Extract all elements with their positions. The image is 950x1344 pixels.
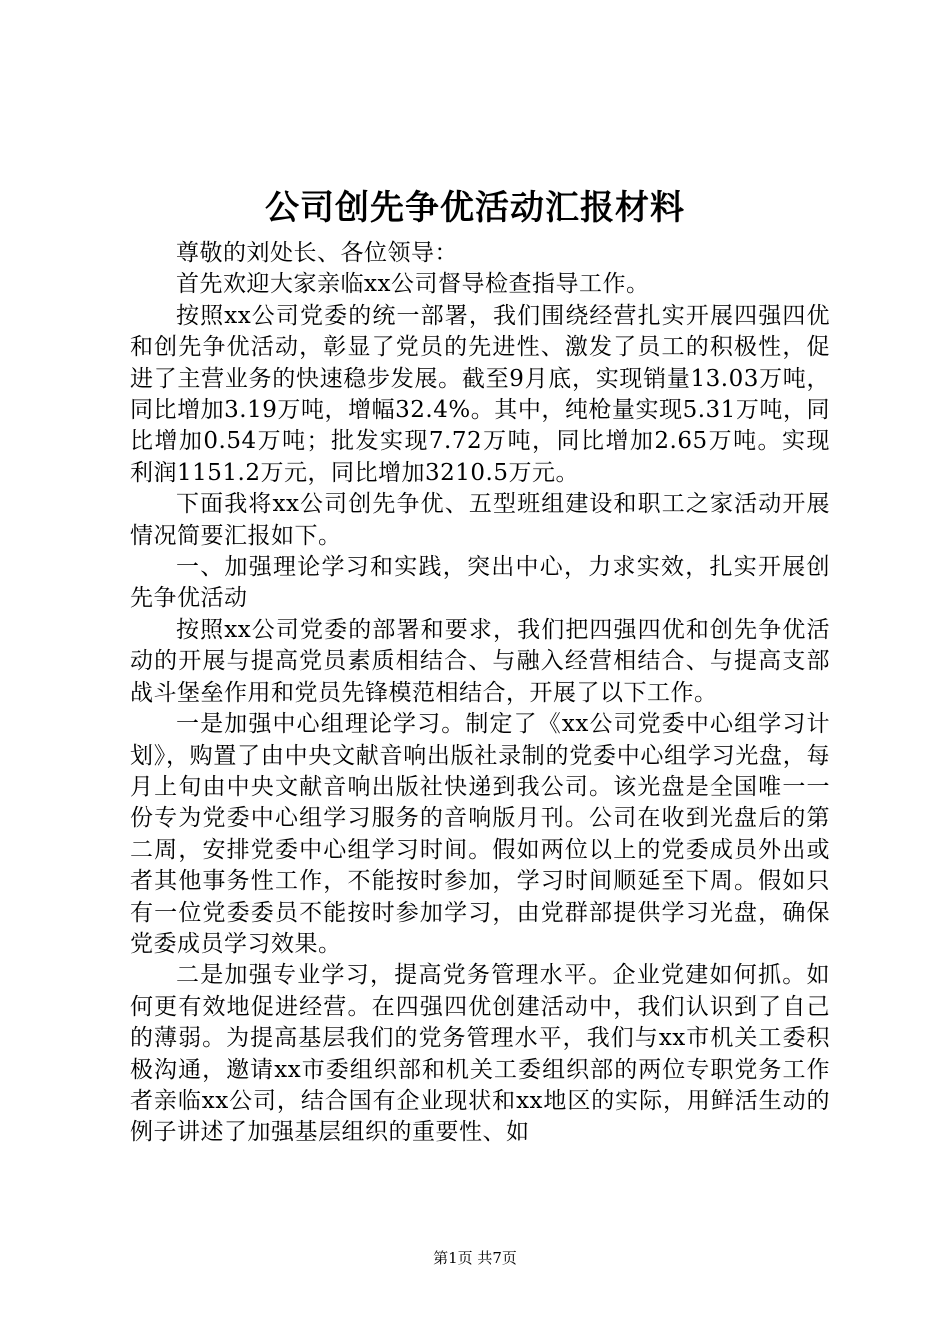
document-body xyxy=(130,238,830,1149)
overview-paragraph: 按照xx公司党委的统一部署，我们围绕经营扎实开展四强四优和创先争优活动，彰显了党员的先进性、激发了员工的积极性，促进了主营业务的快速稳步发展。截至9月底，实现销量13.03万吨，同比增加3.19万吨，增幅32.4%。其中，纯枪量实现5.31万吨，同比增加0.54万吨；批发实现7.72万吨，同比增加2.65万吨。实现利润1151.2万元，同比增加3210.5万元。 xyxy=(130,302,830,486)
section-1-paragraph: 按照xx公司党委的部署和要求，我们把四强四优和创先争优活动的开展与提高党员素质相结合、与融入经营相结合、与提高支部战斗堡垒作用和党员先锋模范相结合，开展了以下工作。 xyxy=(130,616,830,706)
document-title: 公司创先争优活动汇报材料 xyxy=(265,188,685,228)
salutation-paragraph: 尊敬的刘处长、各位领导： xyxy=(176,240,458,266)
section-heading-1: 一、加强理论学习和实践，突出中心，力求实效，扎实开展创先争优活动 xyxy=(130,554,830,612)
welcome-paragraph: 首先欢迎大家亲临xx公司督导检查指导工作。 xyxy=(176,271,650,298)
intro-paragraph: 下面我将xx公司创先争优、五型班组建设和职工之家活动开展情况简要汇报如下。 xyxy=(130,491,830,549)
item-2-paragraph: 二是加强专业学习，提高党务管理水平。企业党建如何抓。如何更有效地促进经营。在四强四优创建活动中，我们认识到了自己的薄弱。为提高基层我们的党务管理水平，我们与xx市机关工委积极沟通，邀请xx市委组织部和机关工委组织部的两位专职党务工作者亲临xx公司，结合国有企业现状和xx地区的实际，用鲜活生动的例子讲述了加强基层组织的重要性、如 xyxy=(130,962,830,1146)
page-footer: 第1页 共7页 xyxy=(433,1249,517,1267)
item-1-paragraph: 一是加强中心组理论学习。制定了《xx公司党委中心组学习计划》，购置了由中央文献音响出版社录制的党委中心组学习光盘，每月上旬由中央文献音响出版社快递到我公司。该光盘是全国唯一一份专为党委中心组学习服务的音响版月刊。公司在收到光盘后的第二周，安排党委中心组学习时间。假如两位以上的党委成员外出或者其他事务性工作，不能按时参加，学习时间顺延至下周。假如只有一位党委委员不能按时参加学习，由党群部提供学习光盘，确保党委成员学习效果。 xyxy=(130,711,830,957)
